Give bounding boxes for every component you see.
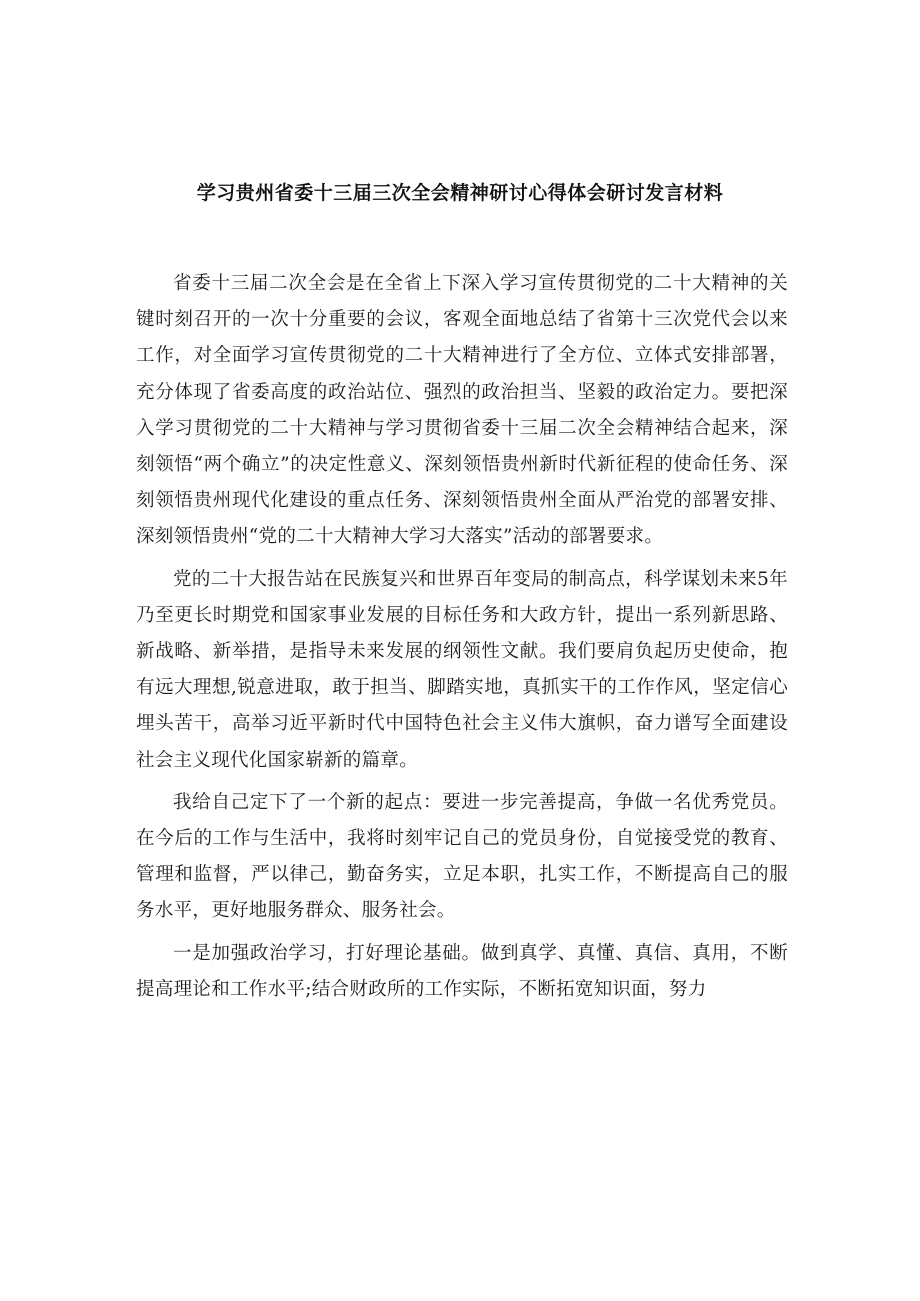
- document-body: [136, 266, 788, 1014]
- document-title: 学习贵州省委十三届三次全会精神研讨心得体会研讨发言材料: [196, 182, 724, 204]
- paragraph: 我给自己定下了一个新的起点：要进一步完善提高，争做一名优秀党员。在今后的工作与生活中，我将时刻牢记自己的党员身份，自觉接受党的教育、管理和监督，严以律己，勤奋务实，立足本职，扎实工作，不断提高自己的服务水平，更好地服务群众、服务社会。: [136, 791, 788, 922]
- paragraph: 省委十三届二次全会是在全省上下深入学习宣传贯彻党的二十大精神的关键时刻召开的一次十分重要的会议，客观全面地总结了省第十三次党代会以来工作，对全面学习宣传贯彻党的二十大精神进行了全方位、立体式安排部署，充分体现了省委高度的政治站位、强烈的政治担当、坚毅的政治定力。要把深入学习贯彻党的二十大精神与学习贯彻省委十三届二次全会精神结合起来，深刻领悟“两个确立”的决定性意义、深刻领悟贵州新时代新征程的使命任务、深刻领悟贵州现代化建设的重点任务、深刻领悟贵州全面从严治党的部署安排、深刻领悟贵州“党的二十大精神大学习大落实”活动的部署要求。: [136, 273, 788, 548]
- paragraph: 一是加强政治学习，打好理论基础。做到真学、真懂、真信、真用，不断提高理论和工作水平;结合财政所的工作实际，不断拓宽知识面，努力: [136, 942, 788, 1000]
- paragraph: 党的二十大报告站在民族复兴和世界百年变局的制高点，科学谋划未来5年乃至更长时期党和国家事业发展的目标任务和大政方针，提出一系列新思路、新战略、新举措，是指导未来发展的纲领性文献。我们要肩负起历史使命，抱有远大理想,锐意进取，敢于担当、脚踏实地，真抓实干的工作作风，坚定信心埋头苦干，高举习近平新时代中国特色社会主义伟大旗帜，奋力谱写全面建设社会主义现代化国家崭新的篇章。: [136, 568, 788, 771]
